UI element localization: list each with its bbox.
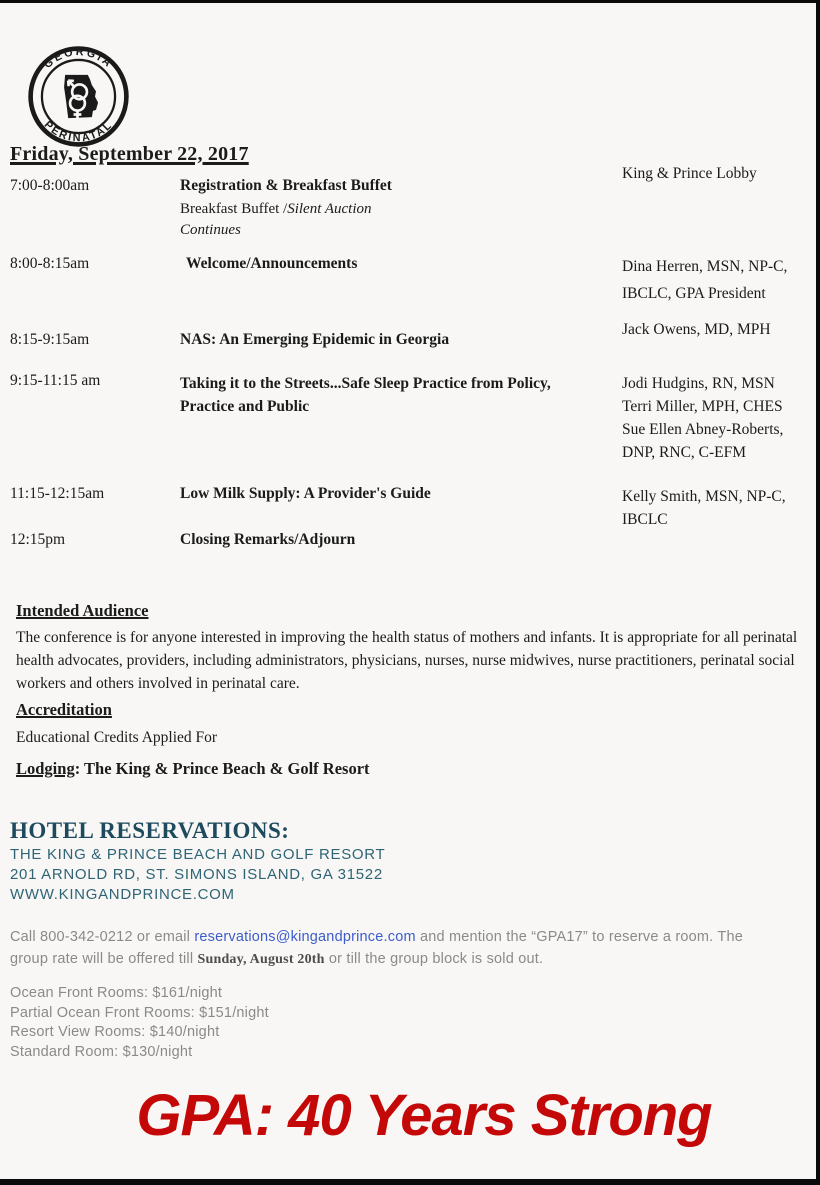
session-subtitle-line2: Continues — [180, 221, 241, 238]
bottom-border — [0, 1179, 820, 1185]
session-subtitle — [180, 199, 480, 240]
reservation-instructions — [10, 926, 778, 971]
hotel-reservations-heading: HOTEL RESERVATIONS: — [10, 818, 290, 843]
session-speaker: Jack Owens, MD, MPH — [622, 321, 771, 338]
room-rate-line: Ocean Front Rooms: $161/night — [10, 985, 223, 1001]
logo-arc-text-top: GEORGIA — [41, 46, 116, 72]
accreditation-body: Educational Credits Applied For — [16, 729, 218, 746]
lodging-line — [16, 759, 370, 779]
speaker-line: Sue Ellen Abney-Roberts, — [622, 421, 784, 438]
speaker-line: Terri Miller, MPH, CHES — [622, 398, 783, 415]
session-time: 8:15-9:15am — [10, 331, 90, 348]
session-speaker — [622, 485, 814, 531]
accreditation-heading: Accreditation — [16, 700, 112, 719]
intended-audience-body: The conference is for anyone interested in improving the health status of mothers and infants. It is appropriate for all perinatal health advocates, providers, including administrators, physicians, nurses, nurse midwives, nurse practitioners, perinatal social workers and others involved in perinatal care. — [16, 629, 798, 692]
call-text-mid: and mention the “GPA17” to reserve a room. The group rate will be offered till — [10, 929, 743, 967]
session-location: King & Prince Lobby — [622, 165, 757, 182]
session-time: 12:15pm — [10, 531, 66, 548]
anniversary-tagline: GPA: 40 Years Strong — [136, 1083, 712, 1148]
date-heading: Friday, September 22, 2017 — [10, 143, 249, 165]
session-speaker — [622, 372, 814, 464]
session-title: NAS: An Emerging Epidemic in Georgia — [180, 331, 450, 348]
right-border — [816, 0, 820, 1185]
lodging-label: Lodging — [16, 759, 75, 778]
call-text-post: or till the group block is sold out. — [324, 951, 544, 967]
hotel-street-line: 201 ARNOLD RD, ST. SIMONS ISLAND, GA 31522 — [10, 866, 383, 883]
session-title: Registration & Breakfast Buffet — [180, 177, 392, 194]
session-title: Low Milk Supply: A Provider's Guide — [180, 485, 431, 502]
reservation-email-link[interactable]: reservations@kingandprince.com — [194, 929, 416, 945]
georgia-perinatal-logo — [27, 45, 130, 148]
intended-audience-heading: Intended Audience — [16, 601, 149, 620]
session-title: Closing Remarks/Adjourn — [180, 531, 356, 548]
session-title: Taking it to the Streets...Safe Sleep Practice from Policy, Practice and Public — [180, 375, 551, 415]
session-subtitle-italic: Silent Auction — [287, 201, 372, 217]
speaker-line: DNP, RNC, C-EFM — [622, 444, 747, 461]
speaker-line: Kelly Smith, MSN, NP-C, — [622, 488, 786, 505]
session-title: Welcome/Announcements — [186, 255, 358, 272]
session-time: 7:00-8:00am — [10, 177, 90, 194]
top-border — [0, 0, 820, 3]
session-speaker — [622, 253, 814, 307]
hotel-name-line: THE KING & PRINCE BEACH AND GOLF RESORT — [10, 846, 386, 863]
room-rate-line: Standard Room: $130/night — [10, 1043, 193, 1060]
session-subtitle-plain: Breakfast Buffet / — [180, 201, 288, 217]
reservation-deadline: Sunday, August 20th — [197, 952, 325, 967]
hotel-website-line: WWW.KINGANDPRINCE.COM — [10, 886, 235, 903]
lodging-value: : The King & Prince Beach & Golf Resort — [74, 759, 370, 778]
speaker-line: IBCLC, GPA President — [622, 285, 766, 302]
room-rate-line: Resort View Rooms: $140/night — [10, 1024, 220, 1040]
speaker-line: Jodi Hudgins, RN, MSN — [622, 375, 775, 392]
session-time: 8:00-8:15am — [10, 255, 90, 272]
logo-arc-text-bottom: PERINATAL — [41, 118, 116, 145]
speaker-line: Dina Herren, MSN, NP-C, — [622, 258, 788, 275]
svg-text:PERINATAL — [42, 119, 116, 145]
speaker-line: IBCLC — [622, 511, 668, 528]
session-time: 9:15-11:15 am — [10, 372, 101, 389]
room-rates-list — [10, 984, 269, 1062]
session-time: 11:15-12:15am — [10, 485, 105, 502]
hotel-address — [10, 845, 385, 905]
call-text-pre: Call 800-342-0212 or email — [10, 929, 195, 945]
room-rate-line: Partial Ocean Front Rooms: $151/night — [10, 1004, 269, 1021]
